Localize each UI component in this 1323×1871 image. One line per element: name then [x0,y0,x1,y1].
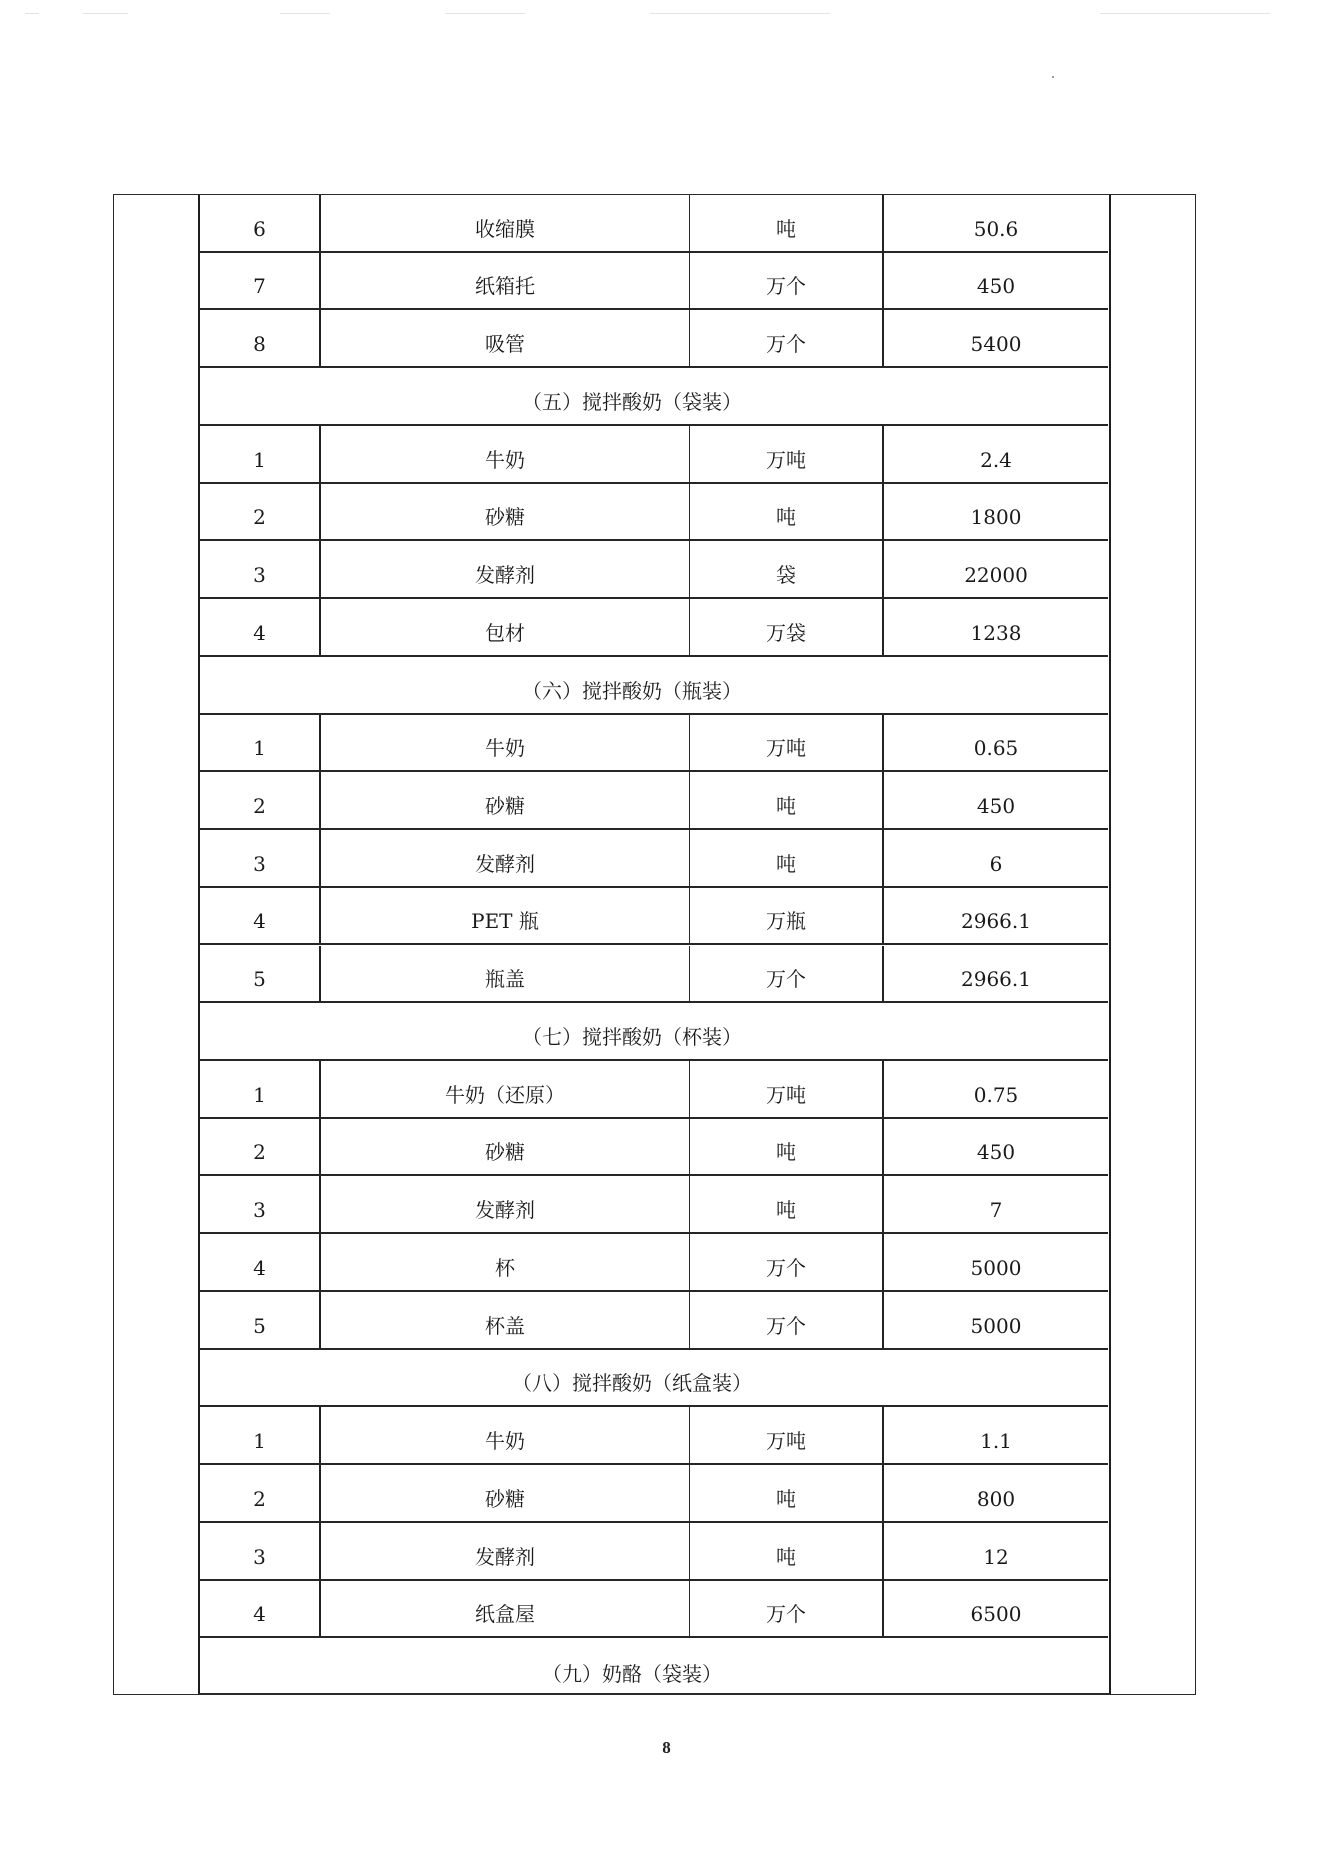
index-cell: 2 [200,1119,321,1175]
unit-cell: 万个 [690,1292,884,1348]
unit-cell: 万吨 [690,426,884,482]
table-row [200,1407,1108,1465]
index-cell: 1 [200,715,321,771]
quantity-cell: 1238 [970,620,1022,645]
material-name-cell: PET 瓶 [321,888,690,944]
quantity-cell: 1.1 [980,1429,1012,1454]
material-name-cell: 纸箱托 [321,253,690,309]
quantity-cell: 2.4 [980,447,1012,472]
unit-cell: 吨 [690,1119,884,1175]
material-name-cell: 发酵剂 [321,541,690,597]
table-row [200,195,1108,253]
quantity-cell: 0.75 [973,1082,1019,1107]
section-title: （八）搅拌酸奶（纸盒装） [512,1371,752,1396]
material-name-cell: 砂糖 [321,484,690,540]
section-header-row [200,1350,1108,1408]
index-cell: 3 [200,541,321,597]
quantity-cell: 2966.1 [961,967,1031,992]
section-title: （七）搅拌酸奶（杯装） [522,1024,742,1049]
material-name-cell: 牛奶（还原） [321,1061,690,1117]
quantity-cell: 22000 [964,563,1028,588]
index-cell: 5 [200,1292,321,1348]
quantity-cell: 450 [976,274,1016,299]
table-row [200,1119,1108,1177]
unit-cell: 万个 [690,253,884,309]
unit-cell: 吨 [690,484,884,540]
section-title-cell [200,368,1108,424]
scan-speck [1052,76,1054,78]
index-cell: 4 [200,599,321,655]
scan-artifact [650,13,830,14]
index-cell: 3 [200,830,321,886]
index-cell: 4 [200,1581,321,1637]
material-name-cell: 牛奶 [321,715,690,771]
table-row [200,830,1108,888]
index-cell: 1 [200,1061,321,1117]
unit-cell: 吨 [690,1176,884,1232]
scan-artifact [445,13,525,14]
index-cell: 1 [200,426,321,482]
section-header-row [200,657,1108,715]
material-name-cell: 发酵剂 [321,830,690,886]
unit-cell: 万袋 [690,599,884,655]
scan-artifact [1100,13,1270,14]
table-row [200,888,1108,946]
table-row [200,484,1108,542]
section-title: （九）奶酪（袋装） [542,1661,722,1686]
scan-artifact [280,13,330,14]
material-name-cell: 发酵剂 [321,1176,690,1232]
material-name-cell: 吸管 [321,310,690,366]
unit-cell: 吨 [690,1523,884,1579]
index-cell: 2 [200,772,321,828]
table-row [200,772,1108,830]
quantity-cell: 12 [983,1544,1009,1569]
table-row [200,1581,1108,1639]
quantity-cell: 450 [976,794,1016,819]
unit-cell: 万吨 [690,715,884,771]
material-name-cell: 纸盒屋 [321,1581,690,1637]
quantity-cell: 7 [989,1198,1003,1223]
section-title: （六）搅拌酸奶（瓶装） [522,678,742,703]
index-cell: 8 [200,310,321,366]
index-cell: 7 [200,253,321,309]
index-cell: 4 [200,888,321,944]
table-row [200,426,1108,484]
material-name-cell: 发酵剂 [321,1523,690,1579]
table-row [200,541,1108,599]
table-row [200,1523,1108,1581]
quantity-cell: 5400 [970,332,1022,357]
index-cell: 2 [200,1465,321,1521]
table-row [200,1234,1108,1292]
unit-cell: 万个 [690,310,884,366]
quantity-cell: 50.6 [973,216,1019,241]
unit-cell: 吨 [690,830,884,886]
quantity-cell: 6500 [970,1602,1022,1627]
page-number: 8 [662,1738,671,1757]
index-cell: 1 [200,1407,321,1463]
quantity-cell: 1800 [970,505,1022,530]
quantity-cell: 2966.1 [961,909,1031,934]
section-title: （五）搅拌酸奶（袋装） [522,389,742,414]
material-name-cell: 牛奶 [321,426,690,482]
index-cell: 5 [200,946,321,1002]
material-name-cell: 瓶盖 [321,946,690,1002]
material-name-cell: 砂糖 [321,1465,690,1521]
unit-cell: 吨 [690,772,884,828]
index-cell: 6 [200,195,321,251]
material-name-cell: 收缩膜 [321,195,690,251]
unit-cell: 万吨 [690,1407,884,1463]
table-row [200,599,1108,657]
quantity-cell: 5000 [970,1313,1022,1338]
section-header-row [200,1003,1108,1061]
table-row [200,253,1108,311]
table-row [200,1176,1108,1234]
scan-artifact [25,13,39,14]
index-cell: 3 [200,1176,321,1232]
section-title-cell [200,1638,1108,1696]
table-row [200,310,1108,368]
table-row [200,715,1108,773]
quantity-cell: 0.65 [973,736,1019,761]
section-header-row [200,1638,1108,1696]
table-row [200,1061,1108,1119]
unit-cell: 万个 [690,946,884,1002]
material-name-cell: 杯盖 [321,1292,690,1348]
material-name-cell: 牛奶 [321,1407,690,1463]
quantity-cell: 5000 [970,1255,1022,1280]
unit-cell: 万个 [690,1234,884,1290]
section-title-cell [200,1350,1108,1406]
unit-cell: 万瓶 [690,888,884,944]
index-cell: 3 [200,1523,321,1579]
table-row [200,1465,1108,1523]
quantity-cell: 450 [976,1140,1016,1165]
unit-cell: 万个 [690,1581,884,1637]
table-row [200,1292,1108,1350]
material-name-cell: 包材 [321,599,690,655]
unit-cell: 吨 [690,195,884,251]
unit-cell: 万吨 [690,1061,884,1117]
section-title-cell [200,1003,1108,1059]
material-name-cell: 砂糖 [321,1119,690,1175]
section-title-cell [200,657,1108,713]
index-cell: 4 [200,1234,321,1290]
index-cell: 2 [200,484,321,540]
unit-cell: 吨 [690,1465,884,1521]
unit-cell: 袋 [690,541,884,597]
quantity-cell: 6 [989,851,1003,876]
quantity-cell: 800 [976,1486,1016,1511]
scan-artifact [83,13,128,14]
materials-table [198,194,1111,1695]
material-name-cell: 杯 [321,1234,690,1290]
table-row [200,946,1108,1004]
material-name-cell: 砂糖 [321,772,690,828]
section-header-row [200,368,1108,426]
